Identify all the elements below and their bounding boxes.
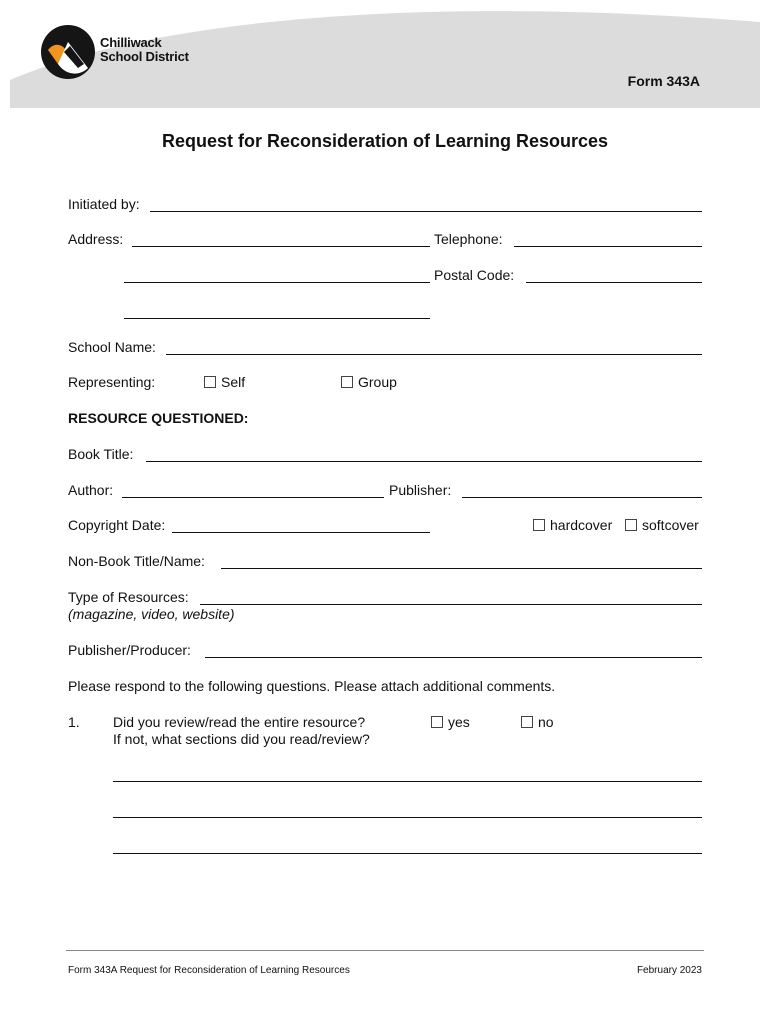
initiated-by-field[interactable] xyxy=(150,211,702,212)
publisher-field[interactable] xyxy=(462,497,702,498)
org-line-2: School District xyxy=(100,49,189,64)
postal-code-label: Postal Code: xyxy=(434,267,515,283)
type-of-resources-field[interactable] xyxy=(200,604,702,605)
page-title: Request for Reconsideration of Learning Resources xyxy=(161,131,609,151)
no-checkbox[interactable] xyxy=(521,716,533,728)
softcover-checkbox[interactable] xyxy=(625,519,637,531)
form-number: Form 343A xyxy=(627,73,700,89)
group-option[interactable] xyxy=(341,374,397,390)
resource-heading: RESOURCE QUESTIONED: xyxy=(68,410,249,426)
school-name-field[interactable] xyxy=(166,354,702,355)
district-logo-icon xyxy=(40,24,96,80)
answer-line-3[interactable] xyxy=(113,853,702,854)
footer-date: February 2023 xyxy=(636,965,702,976)
answer-line-2[interactable] xyxy=(113,817,702,818)
address-field-1[interactable] xyxy=(132,246,430,247)
softcover-option[interactable] xyxy=(625,517,699,533)
district-name xyxy=(100,36,189,64)
self-label: Self xyxy=(221,374,246,390)
hardcover-checkbox[interactable] xyxy=(533,519,545,531)
group-label: Group xyxy=(358,374,397,390)
non-book-title-field[interactable] xyxy=(221,568,702,569)
self-checkbox[interactable] xyxy=(204,376,216,388)
group-checkbox[interactable] xyxy=(341,376,353,388)
question-1-subtext: If not, what sections did you read/review? xyxy=(113,731,370,747)
hardcover-option[interactable] xyxy=(533,517,612,533)
publisher-producer-label: Publisher/Producer: xyxy=(68,642,191,658)
answer-line-1[interactable] xyxy=(113,781,702,782)
yes-option[interactable] xyxy=(431,714,470,730)
self-option[interactable] xyxy=(204,374,245,390)
author-label: Author: xyxy=(68,482,114,498)
book-title-label: Book Title: xyxy=(68,446,134,462)
school-name-label: School Name: xyxy=(68,339,156,355)
instructions-text: Please respond to the following questions. Please attach additional comments. xyxy=(68,678,556,694)
no-label: no xyxy=(538,714,554,730)
publisher-label: Publisher: xyxy=(389,482,452,498)
telephone-label: Telephone: xyxy=(434,231,503,247)
book-title-field[interactable] xyxy=(146,461,702,462)
author-field[interactable] xyxy=(122,497,384,498)
footer-divider xyxy=(66,950,704,951)
address-field-2[interactable] xyxy=(124,282,430,283)
type-of-resources-hint: (magazine, video, website) xyxy=(68,606,235,622)
address-label: Address: xyxy=(68,231,124,247)
yes-label: yes xyxy=(448,714,470,730)
question-1-number: 1. xyxy=(68,714,80,730)
no-option[interactable] xyxy=(521,714,554,730)
softcover-label: softcover xyxy=(642,517,699,533)
copyright-date-field[interactable] xyxy=(172,532,430,533)
telephone-field[interactable] xyxy=(514,246,702,247)
address-field-3[interactable] xyxy=(124,318,430,319)
non-book-title-label: Non-Book Title/Name: xyxy=(68,553,205,569)
copyright-date-label: Copyright Date: xyxy=(68,517,166,533)
initiated-by-label: Initiated by: xyxy=(68,196,140,212)
representing-label: Representing: xyxy=(68,374,156,390)
footer-form-title: Form 343A Request for Reconsideration of Learning Resources xyxy=(68,965,350,976)
publisher-producer-field[interactable] xyxy=(205,657,702,658)
org-line-1: Chilliwack xyxy=(100,35,162,50)
type-of-resources-label: Type of Resources: xyxy=(68,589,189,605)
hardcover-label: hardcover xyxy=(550,517,613,533)
yes-checkbox[interactable] xyxy=(431,716,443,728)
postal-code-field[interactable] xyxy=(526,282,702,283)
question-1-text: Did you review/read the entire resource? xyxy=(113,714,366,730)
